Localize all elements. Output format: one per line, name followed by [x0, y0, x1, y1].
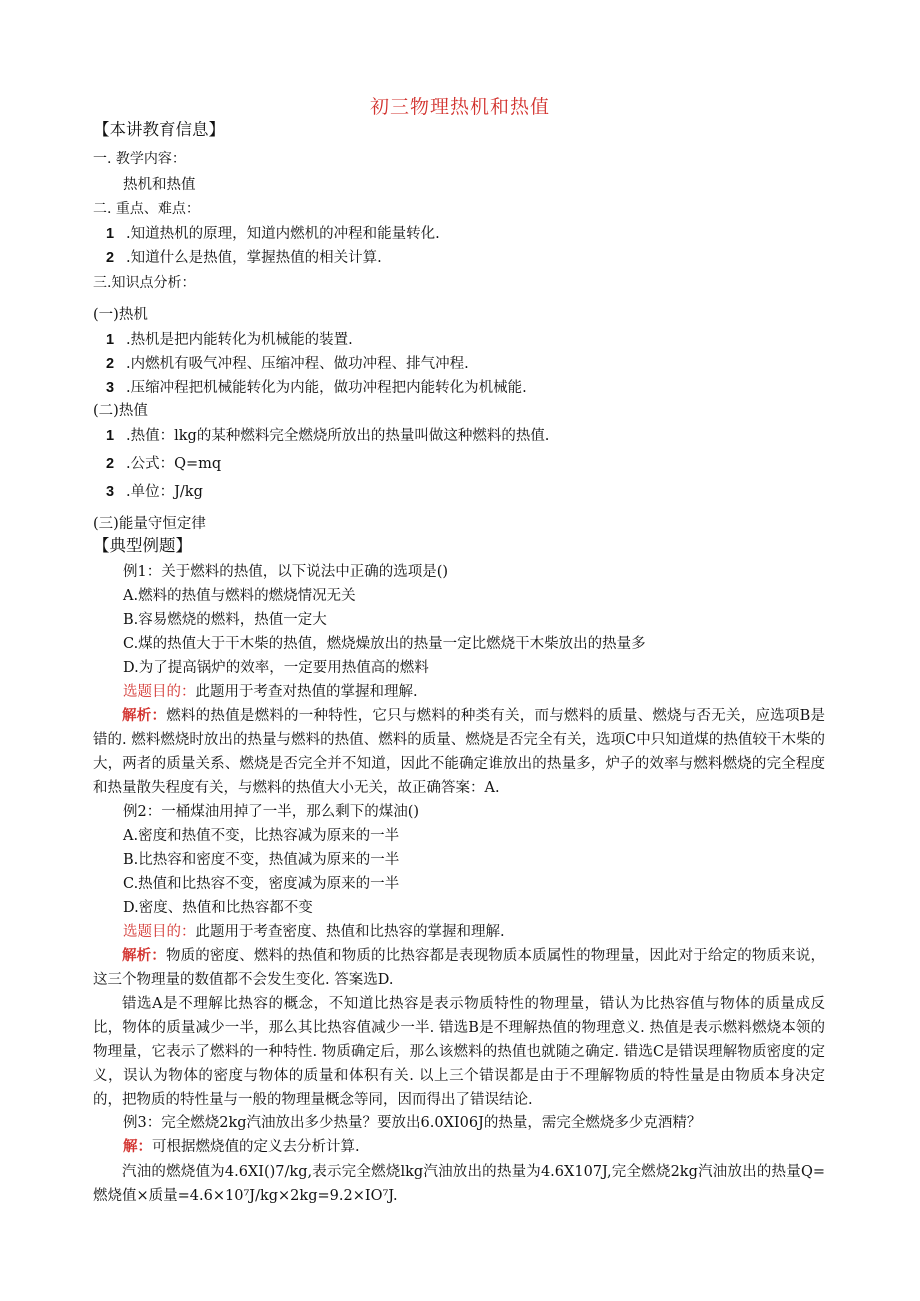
example-1-option-a: A.燃料的热值与燃料的燃烧情况无关	[123, 588, 356, 604]
purpose-label: 选题目的：	[123, 924, 196, 940]
example-1-option-d: D.为了提高锅炉的效率，一定要用热值高的燃料	[123, 660, 429, 676]
info-heading: 【本讲教育信息】	[93, 120, 225, 139]
example-2-error-analysis: 错选A是不理解比热容的概念，不知道比热容是表示物质特性的物理量，错认为比热容值与物体的质量成反比，物体的质量减少一半，那么其比热容值减少一半. 错选B是不理解热值的物理意义. 热值是表示燃料燃烧本领的物理量，它表示了燃料的一种特性. 物质确定后，那么该燃料的热值也就随之确定. 错选C是错误理解物质密度的定义，误认为物体的密度与物体的质量和体积有关. 以上三个错误都是由于不理解物质的特性量是由物质本身决定的，把物质的特性量与一般的物理量概念等同，因而得出了错误结论.	[93, 996, 825, 1108]
example-1-analysis	[93, 704, 825, 800]
analysis-label: 解析：	[122, 707, 167, 724]
example-2-analysis	[93, 944, 825, 992]
purpose-text: 此题用于考查对热值的掌握和理解.	[195, 684, 418, 700]
example-2-purpose	[123, 922, 505, 942]
example-2-option-d: D.密度、热值和比热容都不变	[123, 900, 313, 916]
item-text: .知道什么是热值，掌握热值的相关计算.	[126, 250, 382, 266]
example-2-question: 例2：一桶煤油用掉了一半，那么剩下的煤油()	[123, 804, 420, 820]
item-number: 2	[106, 250, 115, 266]
document-title: 初三物理热机和热值	[369, 96, 550, 118]
subsection-energy-conservation-label: (三)能量守恒定律	[93, 516, 206, 532]
example-3-calculation: 汽油的燃烧值为4.6XI()7∕kg,表示完全燃烧lkg汽油放出的热量为4.6X107J,完全燃烧2kg汽油放出的热量Q=燃烧值×质量=4.6×10⁷J∕kg×2kg=9.2×IO⁷J.	[93, 1164, 825, 1204]
solution-text: 可根据燃烧值的定义去分析计算.	[152, 1139, 360, 1155]
heat-engine-item	[106, 330, 353, 350]
example-1-option-b: B.容易燃烧的燃料，热值一定大	[123, 612, 327, 628]
item-number: 2	[106, 456, 115, 472]
example-1-purpose	[123, 682, 418, 702]
heat-value-item	[106, 426, 549, 446]
item-text: .热值：lkg的某种燃料完全燃烧所放出的热量叫做这种燃料的热值.	[126, 428, 550, 444]
example-2-option-c: C.热值和比热容不变，密度减为原来的一半	[123, 876, 400, 892]
item-text: .单位：J/kg	[126, 484, 203, 500]
heat-value-item	[106, 482, 203, 502]
examples-heading: 【典型例题】	[93, 536, 192, 555]
section-analysis-label: 三.知识点分析：	[93, 275, 196, 291]
item-text: .公式：Q=mq	[126, 456, 222, 472]
heat-engine-item	[106, 354, 469, 374]
subsection-heat-value-label: (二)热值	[93, 403, 148, 419]
example-1-option-c: C.煤的热值大于干木柴的热值，燃烧燥放出的热量一定比燃烧干木柴放出的热量多	[123, 636, 646, 652]
purpose-text: 此题用于考查密度、热值和比热容的掌握和理解.	[195, 924, 505, 940]
section-teaching-content-label: 一. 教学内容：	[93, 151, 186, 167]
heat-value-item	[106, 454, 221, 474]
analysis-label: 解析：	[122, 947, 166, 964]
example-1-question: 例1：关于燃料的热值，以下说法中正确的选项是()	[123, 564, 449, 580]
analysis-text: 燃料的热值是燃料的一种特性，它只与燃料的种类有关，而与燃料的质量、燃烧与否无关，应选项B是错的. 燃料燃烧时放出的热量与燃料的热值、燃料的质量、燃烧是否完全有关，选项C中只知道煤的热值较干木柴的大，两者的质量关系、燃烧是否完全并不知道，因此不能确定谁放出的热量多，炉子的效率与燃料燃烧的完全程度和热量散失程度有关，与燃料的热值大小无关，故正确答案：A.	[93, 708, 826, 796]
item-text: .热机是把内能转化为机械能的装置.	[126, 332, 353, 348]
key-point-item	[106, 224, 440, 244]
item-text: .知道热机的原理，知道内燃机的冲程和能量转化.	[126, 226, 440, 242]
key-point-item	[106, 248, 382, 268]
item-number: 1	[106, 332, 115, 348]
item-number: 3	[106, 380, 115, 396]
section-teaching-content: 热机和热值	[123, 177, 196, 193]
example-2-option-a: A.密度和热值不变，比热容减为原来的一半	[123, 828, 400, 844]
item-number: 1	[106, 226, 115, 242]
purpose-label: 选题目的：	[123, 684, 196, 700]
heat-engine-item	[106, 378, 527, 398]
item-text: .压缩冲程把机械能转化为内能，做功冲程把内能转化为机械能.	[126, 380, 527, 396]
section-key-points-label: 二. 重点、难点：	[93, 201, 200, 217]
analysis-text: 物质的密度、燃料的热值和物质的比热容都是表现物质本质属性的物理量，因此对于给定的物质来说，这三个物理量的数值都不会发生变化. 答案选D.	[93, 948, 826, 988]
item-number: 1	[106, 428, 115, 444]
solution-label: 解：	[123, 1138, 152, 1155]
example-2-option-b: B.比热容和密度不变，热值减为原来的一半	[123, 852, 400, 868]
item-text: .内燃机有吸气冲程、压缩冲程、做功冲程、排气冲程.	[126, 356, 469, 372]
subsection-heat-engine-label: (一)热机	[93, 307, 148, 323]
example-3-question: 例3：完全燃烧2kg汽油放出多少热量？要放出6.0XI06J的热量，需完全燃烧多少克酒精？	[123, 1115, 702, 1131]
item-number: 2	[106, 356, 115, 372]
example-3-solution	[123, 1137, 360, 1157]
item-number: 3	[106, 484, 115, 500]
